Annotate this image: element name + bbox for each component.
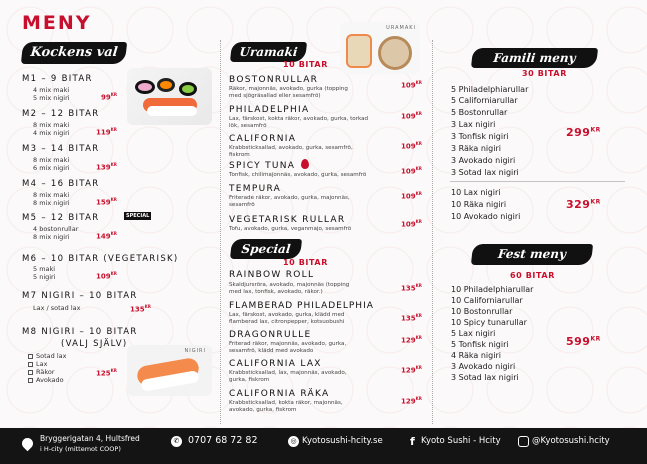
special-badge: SPECIAL	[126, 213, 150, 219]
uramaki-item-desc: Lax, färskost, kokta räkor, avokado, gurka, torkad	[229, 116, 369, 122]
fest-menu-header	[471, 244, 593, 265]
family-menu-item: 5 Philadelphiarullar	[451, 85, 529, 94]
checkbox-icon	[28, 370, 33, 375]
menu-item-m6-option: 5 nigiri	[33, 273, 56, 281]
special-subtitle: 10 BITAR	[283, 258, 328, 267]
uramaki-item-price: $109^{KR}$	[401, 141, 422, 151]
special-item-name: CALIFORNIA LAX	[229, 359, 322, 369]
uramaki-item-name: SPICY TUNA	[229, 161, 296, 171]
menu-item-m7-option: Lax / sotad lax	[33, 304, 81, 312]
fest-menu-item: 10 Philadelphiarullar	[451, 285, 534, 294]
family-menu-price-2: $329^{KR}$	[566, 198, 601, 211]
footer-facebook[interactable]: Kyoto Sushi - Hcity	[421, 436, 501, 446]
globe-icon: ◎	[288, 436, 299, 447]
family-menu-item: 3 Tonfisk nigiri	[451, 132, 509, 141]
menu-item-m2-option: 4 mix nigiri	[33, 129, 70, 137]
special-item-desc: med lax, tonfisk, avokado, räkor.)	[229, 289, 323, 295]
special-item-name: CALIFORNIA RÄKA	[229, 389, 330, 399]
menu-item-m5-name: M5 – 12 BITAR	[22, 213, 100, 223]
nigiri-photo	[127, 345, 212, 396]
family-menu-item: 5 Californiarullar	[451, 96, 518, 105]
special-item-price: $135^{KR}$	[401, 313, 422, 323]
special-item-desc: Krabbsticksallad, lax, majonnäs, avokado,	[229, 370, 347, 376]
family-menu-item: 3 Sotad lax nigiri	[451, 168, 519, 177]
uramaki-item-desc: Räkor, majonnäs, avokado, gurka (topping	[229, 86, 348, 92]
menu-item-m4-name: M4 – 16 BITAR	[22, 179, 100, 189]
menu-item-m1-option: 4 mix maki	[33, 86, 70, 94]
footer-phone[interactable]: 0707 68 72 82	[188, 435, 258, 446]
footer-instagram[interactable]: @Kyotosushi.hcity	[532, 436, 610, 446]
uramaki-item-price: $109^{KR}$	[401, 166, 422, 176]
family-menu-item: 3 Lax nigiri	[451, 120, 496, 129]
uramaki-item-desc: Tonfisk, chilimajonnäs, avokado, gurka, sesamfrö	[229, 172, 367, 178]
checkbox-icon	[28, 354, 33, 359]
checkbox-icon	[28, 378, 33, 383]
menu-item-m1-price: $99^{KR}$	[101, 92, 117, 102]
fest-menu-subtitle: 60 BITAR	[510, 271, 555, 280]
footer-website[interactable]: Kyotosushi-hcity.se	[302, 436, 383, 446]
family-menu-item: 10 Lax nigiri	[451, 188, 501, 197]
special-item-desc: Skaldjursröra, avokado, majonnäs (topping	[229, 282, 350, 288]
menu-item-m2-name: M2 – 12 BITAR	[22, 109, 100, 119]
special-item-desc: flamberad lax, citronpepper, kotsuobushi	[229, 319, 345, 325]
menu-item-m3-option: 8 mix maki	[33, 156, 70, 164]
fest-menu-item: 10 Bostonrullar	[451, 307, 513, 316]
menu-item-m4-option: 8 mix maki	[33, 191, 70, 199]
uramaki-item-desc: Friterade räkor, avokado, gurka, majonnäs,	[229, 195, 350, 201]
checkbox-icon	[28, 362, 33, 367]
family-menu-item: 10 Avokado nigiri	[451, 212, 521, 221]
fest-menu-price: $599^{KR}$	[566, 335, 601, 348]
location-pin-icon	[20, 436, 36, 452]
kockens-val-title: Kockens val	[29, 45, 119, 60]
family-menu-item: 5 Bostonrullar	[451, 108, 508, 117]
menu-item-m2-price: $119^{KR}$	[96, 127, 117, 137]
family-menu-subtitle: 30 BITAR	[522, 69, 567, 78]
footer-address-line-2: i H-city (mittemot COOP)	[40, 445, 121, 453]
family-menu-item: 3 Räka nigiri	[451, 144, 501, 153]
menu-item-m4-option: 8 mix nigiri	[33, 199, 70, 207]
fest-menu-item: 5 Lax nigiri	[451, 329, 496, 338]
nigiri-photo-label: NIGIRI	[184, 348, 206, 354]
special-item-desc: gurka, fiskrom	[229, 377, 270, 383]
uramaki-item-name: PHILADELPHIA	[229, 105, 310, 115]
family-menu-item: 3 Avokado nigiri	[451, 156, 516, 165]
menu-item-m5-price: $149^{KR}$	[96, 231, 117, 241]
menu-item-m1-option: 5 mix nigiri	[33, 94, 70, 102]
menu-item-m3-name: M3 – 14 BITAR	[22, 144, 100, 154]
menu-item-m3-price: $139^{KR}$	[96, 162, 117, 172]
menu-item-m8-name: M8 NIGIRI – 10 BITAR	[22, 327, 138, 337]
special-item-price: $135^{KR}$	[401, 283, 422, 293]
menu-item-m8-option: Räkor	[28, 369, 55, 377]
special-item-price: $129^{KR}$	[401, 335, 422, 345]
page-title: MENY	[22, 12, 92, 34]
special-item-name: DRAGONRULLE	[229, 330, 312, 340]
uramaki-item-desc: med sjögräsallad eller sesamfrö)	[229, 93, 321, 99]
family-menu-item: 10 Räka nigiri	[451, 200, 507, 209]
uramaki-item-desc: lök, sesamfrö	[229, 123, 267, 129]
footer-bar	[0, 428, 647, 464]
uramaki-item-name: TEMPURA	[229, 184, 282, 194]
fest-menu-item: 3 Avokado nigiri	[451, 362, 516, 371]
special-item-name: FLAMBERAD PHILADELPHIA	[229, 301, 374, 311]
uramaki-item-price: $109^{KR}$	[401, 191, 422, 201]
menu-item-m2-option: 8 mix maki	[33, 121, 70, 129]
special-item-price: $129^{KR}$	[401, 396, 422, 406]
uramaki-item-name: CALIFORNIA	[229, 134, 297, 144]
menu-item-m8-price: $125^{KR}$	[96, 368, 117, 378]
uramaki-item-desc: sesamfrö	[229, 202, 255, 208]
column-divider	[220, 40, 221, 424]
menu-item-m1-name: M1 – 9 BITAR	[22, 74, 93, 84]
fest-menu-item: 4 Räka nigiri	[451, 351, 501, 360]
menu-item-m6-name: M6 – 10 BITAR (VEGETARISK)	[22, 254, 179, 264]
family-menu-divider	[450, 181, 625, 182]
menu-item-m6-price: $109^{KR}$	[96, 271, 117, 281]
special-item-price: $129^{KR}$	[401, 365, 422, 375]
special-item-desc: sesamfrö, klädd med avokado	[229, 348, 314, 354]
facebook-icon: f	[410, 435, 415, 448]
menu-item-m5-option: 8 mix nigiri	[33, 233, 70, 241]
menu-item-m7-price: $135^{KR}$	[130, 304, 151, 314]
fest-menu-title: Fest meny	[497, 247, 567, 261]
uramaki-item-name: BOSTONRULLAR	[229, 75, 319, 85]
sushi-mix-photo	[127, 68, 212, 125]
family-menu-header	[471, 48, 598, 68]
column-divider	[432, 40, 433, 424]
special-item-name: RAINBOW ROLL	[229, 270, 315, 280]
special-item-desc: Krabbsticksallad, kokta räkor, majonnäs,	[229, 400, 343, 406]
special-item-desc: Friterad räkor, majonnäs, avokado, gurka,	[229, 341, 347, 347]
kockens-val-header	[21, 42, 127, 64]
menu-item-m7-name: M7 NIGIRI – 10 BITAR	[22, 291, 138, 301]
uramaki-photo-label: URAMAKI	[386, 25, 416, 31]
uramaki-header	[230, 42, 307, 62]
uramaki-item-name: VEGETARISK RULLAR	[229, 215, 346, 225]
phone-icon: ✆	[171, 436, 182, 447]
uramaki-item-price: $109^{KR}$	[401, 111, 422, 121]
fest-menu-item: 10 Spicy tunarullar	[451, 318, 527, 327]
special-item-desc: Lax, färskost, avokado, gurka, klädd med	[229, 312, 345, 318]
uramaki-title: Uramaki	[238, 45, 299, 59]
uramaki-item-desc: Krabbsticksallad, avokado, gurka, sesamfrö,	[229, 145, 353, 151]
uramaki-item-desc: Tofu, avokado, gurka, veganmajo, sesamfrö	[229, 226, 352, 232]
special-title: Special	[240, 242, 292, 256]
family-menu-title: Famili meny	[492, 51, 577, 65]
menu-item-m8-option: Avokado	[28, 377, 64, 385]
uramaki-item-price: $109^{KR}$	[401, 80, 422, 90]
chili-icon	[301, 159, 309, 169]
menu-item-m8-option: Lax	[28, 361, 47, 369]
menu-item-m5-option: 4 bostonrullar	[33, 225, 79, 233]
fest-menu-item: 3 Sotad lax nigiri	[451, 373, 519, 382]
special-item-desc: avokado, gurka, fiskrom	[229, 407, 297, 413]
menu-item-m8-name-sub: (VALJ SJÄLV)	[61, 339, 128, 349]
special-header	[230, 239, 302, 259]
uramaki-subtitle: 10 BITAR	[283, 60, 328, 69]
footer-address-line-1: Bryggerigatan 4, Hultsfred	[40, 434, 140, 443]
menu-item-m6-option: 5 maki	[33, 265, 56, 273]
fest-menu-item: 10 Californiarullar	[451, 296, 523, 305]
uramaki-item-price: $109^{KR}$	[401, 219, 422, 229]
family-menu-price-1: $299^{KR}$	[566, 126, 601, 139]
menu-item-m8-option: Sotad lax	[28, 353, 66, 361]
uramaki-photo	[340, 22, 420, 74]
menu-item-m3-option: 6 mix nigiri	[33, 164, 70, 172]
instagram-icon	[518, 436, 529, 447]
uramaki-item-desc: fiskrom	[229, 152, 250, 158]
fest-menu-item: 5 Tonfisk nigiri	[451, 340, 509, 349]
menu-item-m4-price: $159^{KR}$	[96, 197, 117, 207]
